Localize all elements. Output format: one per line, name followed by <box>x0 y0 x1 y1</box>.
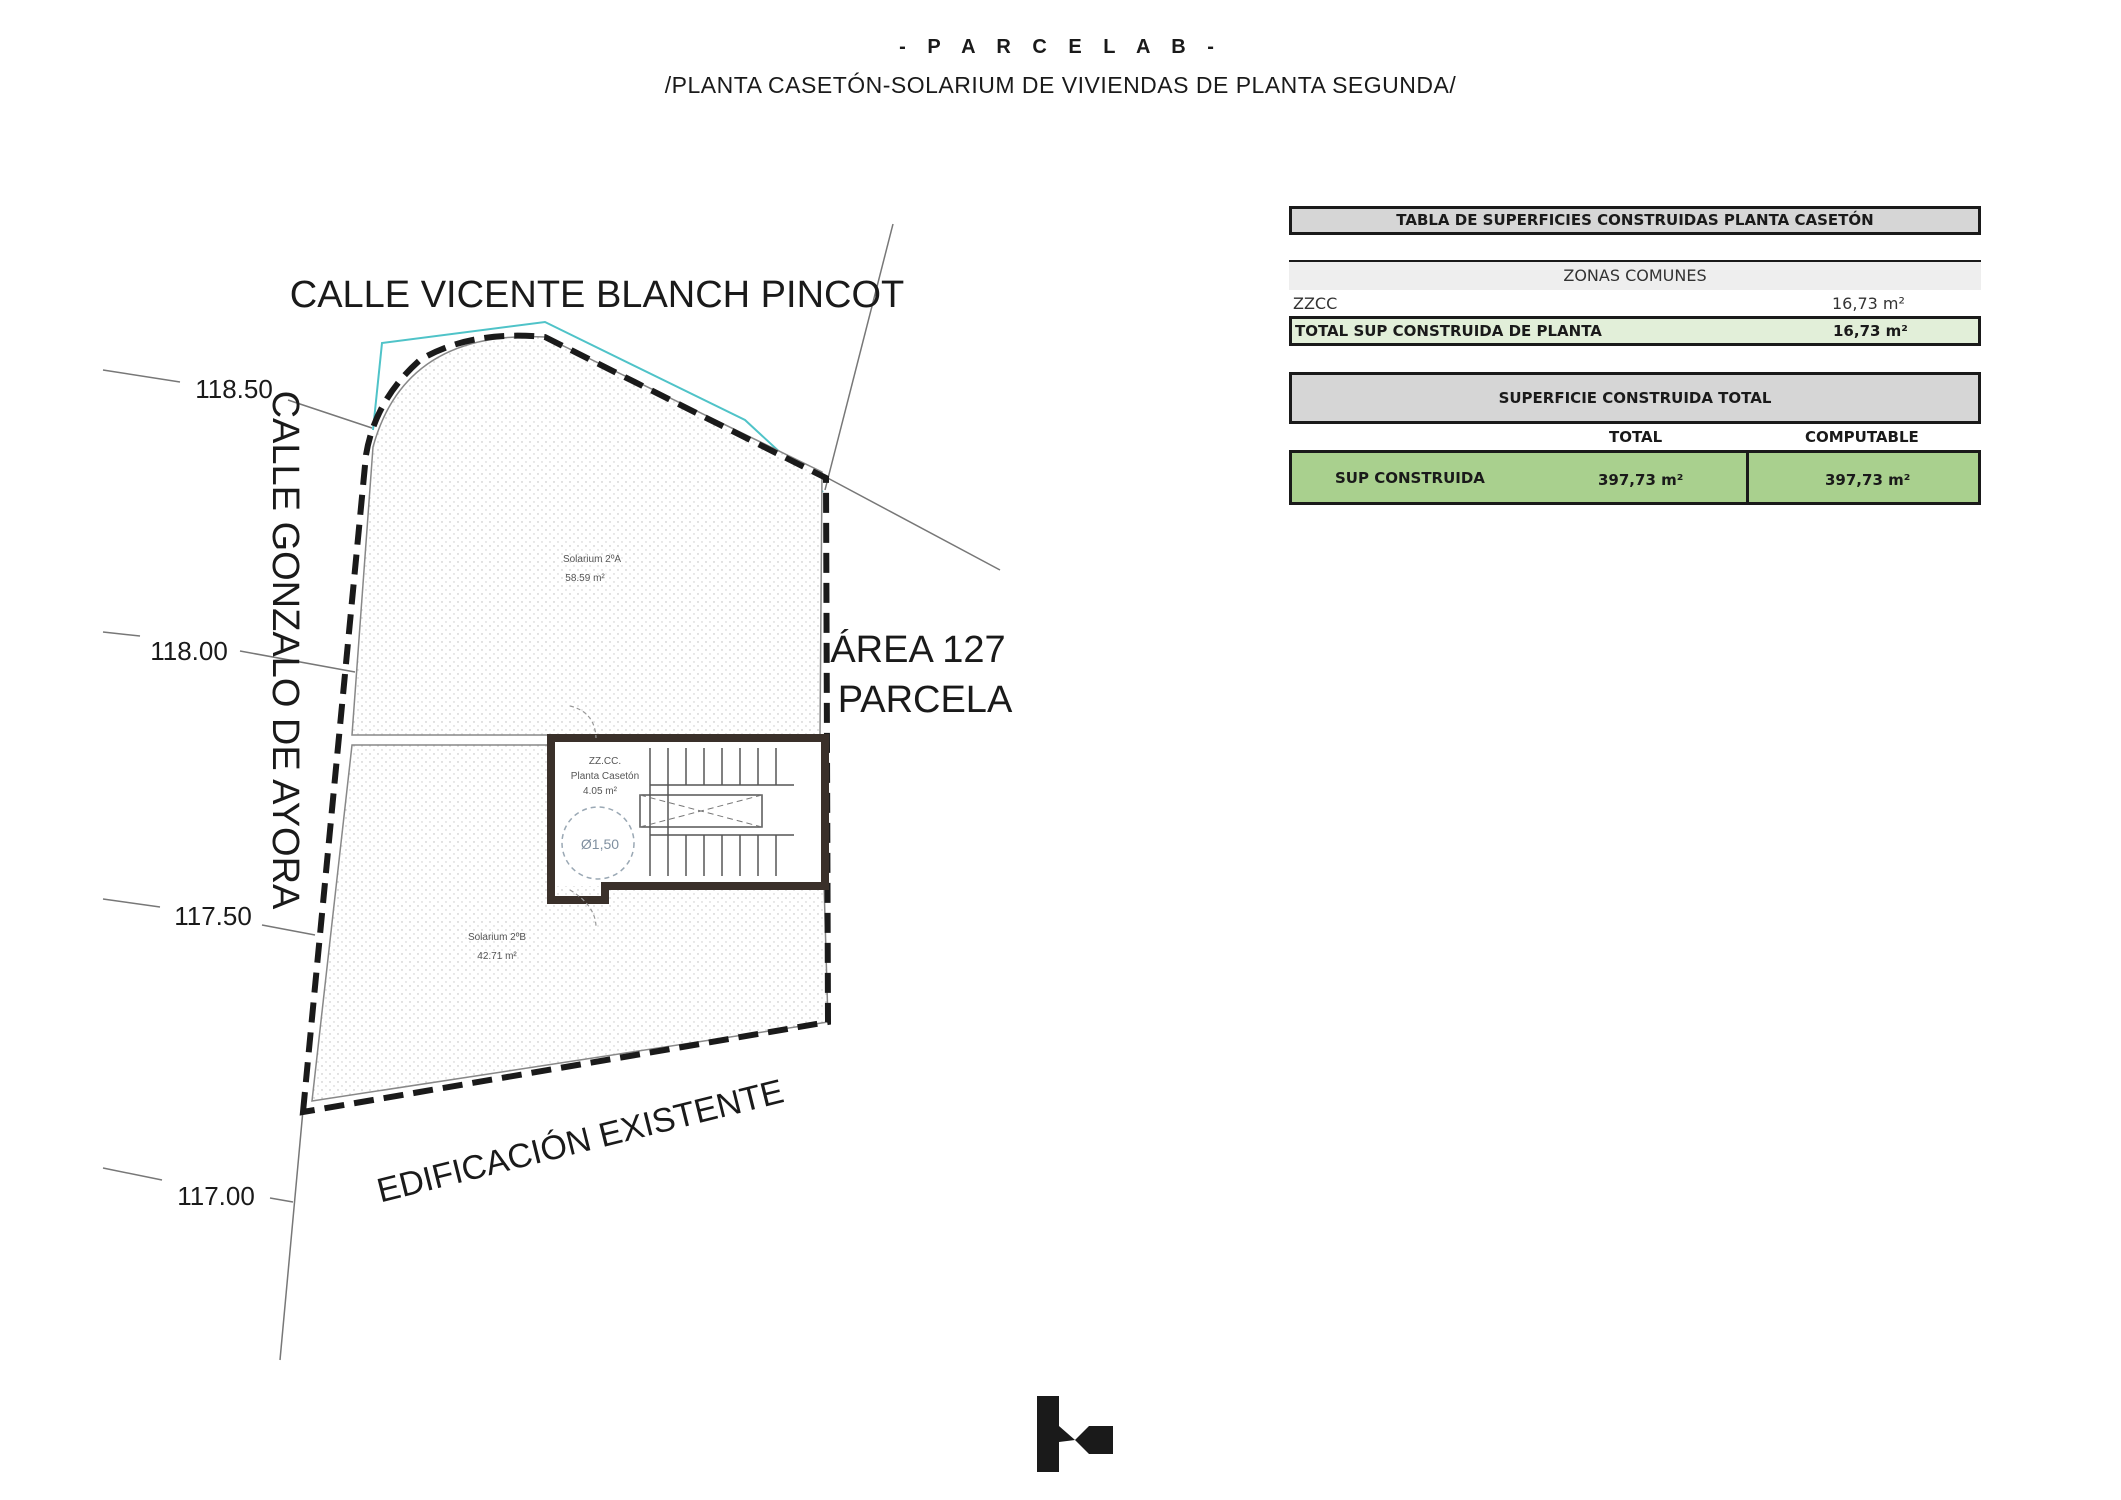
contour-line <box>103 1168 162 1180</box>
total-value: 16,73 m² <box>1833 322 1908 340</box>
table-total-title: SUPERFICIE CONSTRUIDA TOTAL <box>1289 372 1981 424</box>
contour-label-117-50: 117.50 <box>174 901 252 931</box>
boundary-line <box>280 1110 303 1360</box>
east-label-area: ÁREA 127 <box>830 629 1006 671</box>
cell-divider <box>1746 453 1749 502</box>
contour-line <box>103 899 160 907</box>
contour-line <box>270 1198 293 1202</box>
company-logo-icon <box>1037 1396 1113 1472</box>
solarium-2a-area <box>352 337 822 735</box>
common-zone-floor: Planta Casetón <box>570 771 640 782</box>
room-area-2b: 42.71 m² <box>477 951 517 962</box>
table-row-zzcc <box>1289 292 1981 316</box>
contour-label-118-50: 118.50 <box>195 374 273 404</box>
contour-line <box>103 632 140 636</box>
table-total-row <box>1289 316 1981 346</box>
street-label-south: EDIFICACIÓN EXISTENTE <box>373 1072 788 1211</box>
east-label-parcela: PARCELA <box>837 679 1013 721</box>
common-zone-area: 4.05 m² <box>583 786 617 797</box>
table-planta-title: TABLA DE SUPERFICIES CONSTRUIDAS PLANTA CASETÓN <box>1289 206 1981 235</box>
contour-line <box>103 370 180 382</box>
column-header-total: TOTAL <box>1609 428 1663 446</box>
sup-computable-value: 397,73 m² <box>1825 471 1911 489</box>
sheet-subtitle: /PLANTA CASETÓN-SOLARIUM DE VIVIENDAS DE PLANTA SEGUNDA/ <box>664 72 1457 98</box>
table-total-columns <box>1289 424 1981 450</box>
table-section-zonas-comunes: ZONAS COMUNES <box>1289 262 1981 290</box>
contour-label-118-00: 118.00 <box>150 636 228 666</box>
row-label: ZZCC <box>1293 294 1338 313</box>
room-name-2a: Solarium 2ºA <box>562 554 622 565</box>
street-label-north: CALLE VICENTE BLANCH PINCOT <box>289 274 905 316</box>
contour-line <box>262 925 315 935</box>
table-row-sup-construida <box>1289 450 1981 505</box>
turning-circle-label: Ø1,50 <box>580 836 620 852</box>
sheet-title: - P A R C E L A B - <box>899 36 1222 58</box>
room-area-2a: 58.59 m² <box>565 573 605 584</box>
common-zone-label: ZZ.CC. <box>588 756 622 767</box>
sup-total-value: 397,73 m² <box>1598 471 1684 489</box>
sup-construida-label: SUP CONSTRUIDA <box>1335 469 1485 487</box>
row-value: 16,73 m² <box>1832 294 1905 313</box>
total-label: TOTAL SUP CONSTRUIDA DE PLANTA <box>1295 322 1602 340</box>
room-name-2b: Solarium 2ºB <box>467 932 527 943</box>
column-header-computable: COMPUTABLE <box>1805 428 1919 446</box>
boundary-line <box>822 475 1000 570</box>
street-label-west: CALLE GONZALO DE AYORA <box>264 390 306 910</box>
contour-label-117-00: 117.00 <box>177 1181 255 1211</box>
boundary-line <box>825 224 893 490</box>
